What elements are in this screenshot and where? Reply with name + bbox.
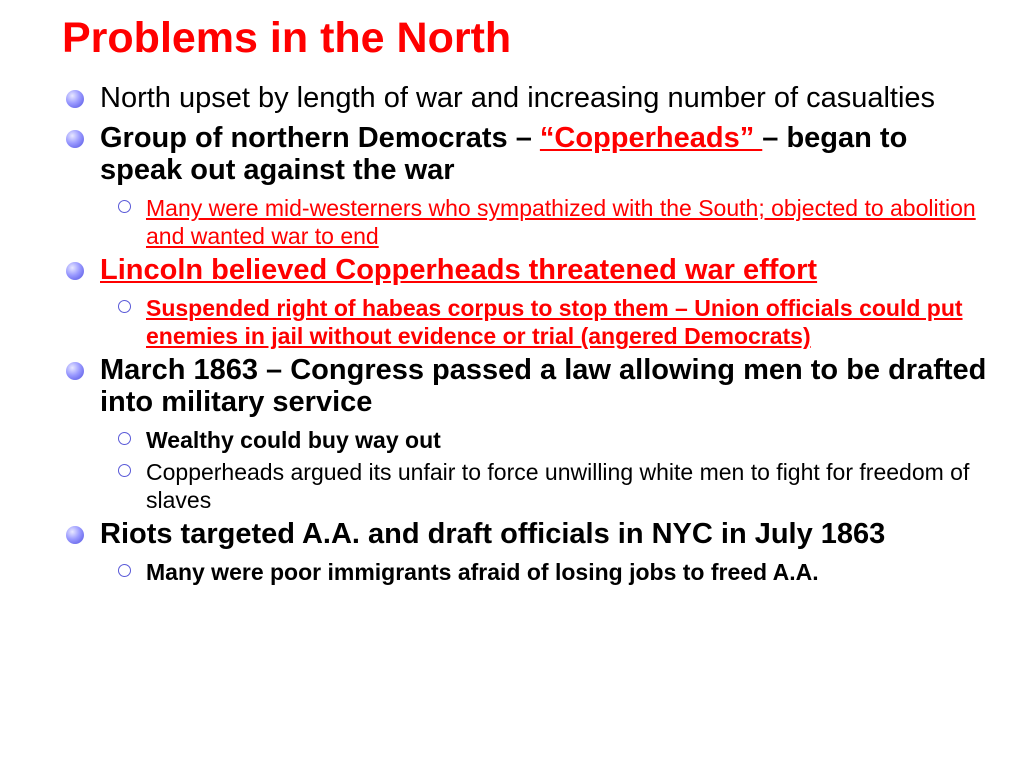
hollow-circle-bullet-icon [118, 200, 131, 213]
bullet-text: Group of northern Democrats – [100, 122, 540, 154]
slide-title: Problems in the North [62, 14, 512, 62]
filled-circle-bullet-icon [66, 262, 84, 280]
filled-circle-bullet-icon [66, 526, 84, 544]
hollow-circle-bullet-icon [118, 300, 131, 313]
sub-bullet-item [146, 426, 992, 454]
bullet-item [100, 254, 990, 286]
sub-bullet-item [146, 458, 992, 514]
bullet-list [0, 82, 1024, 590]
bullet-text: Riots targeted A.A. and draft officials in NYC in July 1863 [100, 518, 886, 550]
sub-bullet-text: Copperheads argued its unfair to force unwilling white men to fight for freedom of slaves [146, 459, 970, 513]
sub-bullet-text: Many were mid-westerners who sympathized with the South; objected to abolition and wanted war to end [146, 195, 976, 249]
sub-bullet-text: Suspended right of habeas corpus to stop them – Union officials could put enemies in jail without evidence or trial (angered Democrats) [146, 295, 963, 349]
bullet-text: March 1863 – Congress passed a law allowing men to be drafted into military service [100, 354, 987, 418]
filled-circle-bullet-icon [66, 362, 84, 380]
sub-bullet-item [146, 194, 992, 250]
bullet-item [100, 354, 990, 418]
bullet-text: – began to speak out against the war [100, 122, 908, 186]
bullet-text: Lincoln believed Copperheads threatened war effort [100, 254, 818, 286]
hollow-circle-bullet-icon [118, 564, 131, 577]
bullet-item [100, 518, 990, 550]
bullet-item [100, 122, 990, 186]
hollow-circle-bullet-icon [118, 432, 131, 445]
hollow-circle-bullet-icon [118, 464, 131, 477]
filled-circle-bullet-icon [66, 130, 84, 148]
highlighted-term: “Copperheads” [539, 122, 763, 154]
sub-bullet-text: Many were poor immigrants afraid of losing jobs to freed A.A. [146, 559, 819, 585]
sub-bullet-text: Wealthy could buy way out [146, 427, 441, 453]
bullet-text: North upset by length of war and increasing number of casualties [100, 82, 936, 114]
filled-circle-bullet-icon [66, 90, 84, 108]
sub-bullet-item [146, 558, 992, 586]
sub-bullet-item [146, 294, 992, 350]
bullet-item [100, 82, 990, 114]
